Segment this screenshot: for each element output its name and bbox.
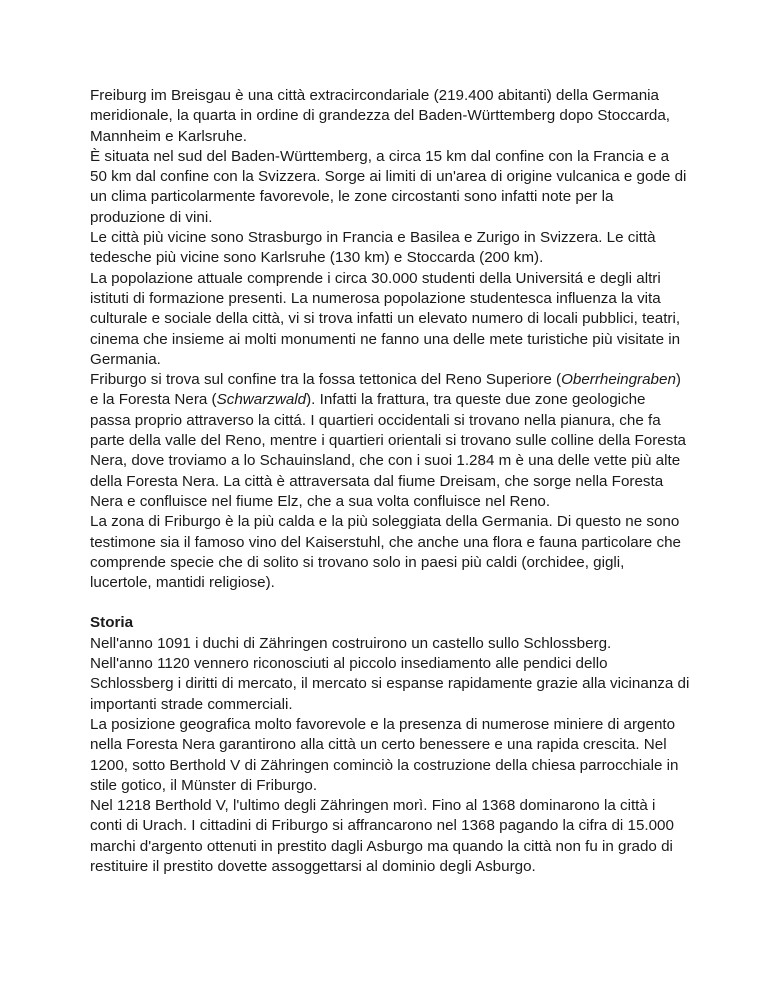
paragraph-storia-1200: La posizione geografica molto favorevole e la presenza di numerose miniere di argento nella Foresta Nera garantirono alla città un certo benessere e una rapida crescita. Nel 1200, sotto Berthold V di Zähringen cominciò la costruzione della chiesa parrocchiale in stile gotico, il Münster di Friburgo.: [90, 715, 679, 794]
geology-text-3: ). Infatti la frattura, tra queste due zone geologiche passa proprio attraverso la cittá. I quartieri occidentali si trovano nella pianura, che fa parte della valle del Reno, mentre i quartieri orientali si trovano sulle colline della Foresta Nera, dove troviamo a lo Schauinsland, che con i suoi 1.284 m è una delle vette più alte della Foresta Nera. La città è attraversata dal fiume Dreisam, che sorge nella Foresta Nera e confluisce nel fiume Elz, che a sua volta confluisce nel Reno.: [90, 391, 686, 510]
paragraph-intro-population: Freiburg im Breisgau è una città extracircondariale (219.400 abitanti) della Germania meridionale, la quarta in ordine di grandezza del Baden-Württemberg dopo Stoccarda, Mannheim e Karlsruhe.: [90, 87, 670, 145]
paragraph-storia-1218: Nel 1218 Berthold V, l'ultimo degli Zähringen morì. Fino al 1368 dominarono la città i conti di Urach. I cittadini di Friburgo si affrancarono nel 1368 pagando la cifra di 15.000 marchi d'argento ottenuti in prestito dagli Asburgo ma quando la città non fu in grado di restituire il prestito dovette assoggettarsi al dominio degli Asburgo.: [90, 797, 674, 875]
geology-text-2: ) e la Foresta Nera (: [90, 371, 681, 409]
document-body: [90, 86, 690, 877]
paragraph-climate: La zona di Friburgo è la più calda e la più soleggiata della Germania. Di questo ne sono testimone sia il famoso vino del Kaiserstuhl, che anche una flora e fauna particolare che comprende specie che di solito si trovano solo in paesi più caldi (orchidee, gigli, lucertole, mantidi religiose).: [90, 513, 681, 592]
paragraph-students: La popolazione attuale comprende i circa 30.000 studenti della Universitá e degli altri istituti di formazione presenti. La numerosa popolazione studentesca influenza la vita culturale e sociale della città, vi si trova infatti un elevato numero di locali pubblici, teatri, cinema che insieme ai molti monumenti ne fanno una delle mete turistiche più visitate in Germania.: [90, 269, 681, 368]
geology-term-schwarzwald: Schwarzwald: [216, 391, 307, 409]
geology-text-1: Friburgo si trova sul confine tra la fossa tettonica del Reno Superiore (: [90, 371, 562, 389]
paragraph-geology: [90, 370, 690, 512]
section-heading-storia: Storia: [90, 614, 134, 632]
paragraph-nearby-cities: Le città più vicine sono Strasburgo in Francia e Basilea e Zurigo in Svizzera. Le città tedesche più vicine sono Karlsruhe (130 km) e Stoccarda (200 km).: [90, 229, 656, 267]
paragraph-storia-1120: Nell'anno 1120 vennero riconosciuti al piccolo insediamento alle pendici dello Schlossberg i diritti di mercato, il mercato si espanse rapidamente grazie alla vicinanza di importanti strade commerciali.: [90, 655, 690, 713]
section-spacer: [90, 593, 690, 613]
geology-term-oberrheingraben: Oberrheingraben: [561, 371, 676, 389]
paragraph-location: È situata nel sud del Baden-Württemberg, a circa 15 km dal confine con la Francia e a 50 km dal confine con la Svizzera. Sorge ai limiti di un'area di origine vulcanica e gode di un clima particolarmente favorevole, le zone circostanti sono infatti note per la produzione di vini.: [90, 147, 687, 226]
paragraph-storia-1091: Nell'anno 1091 i duchi di Zähringen costruirono un castello sullo Schlossberg.: [90, 634, 612, 652]
